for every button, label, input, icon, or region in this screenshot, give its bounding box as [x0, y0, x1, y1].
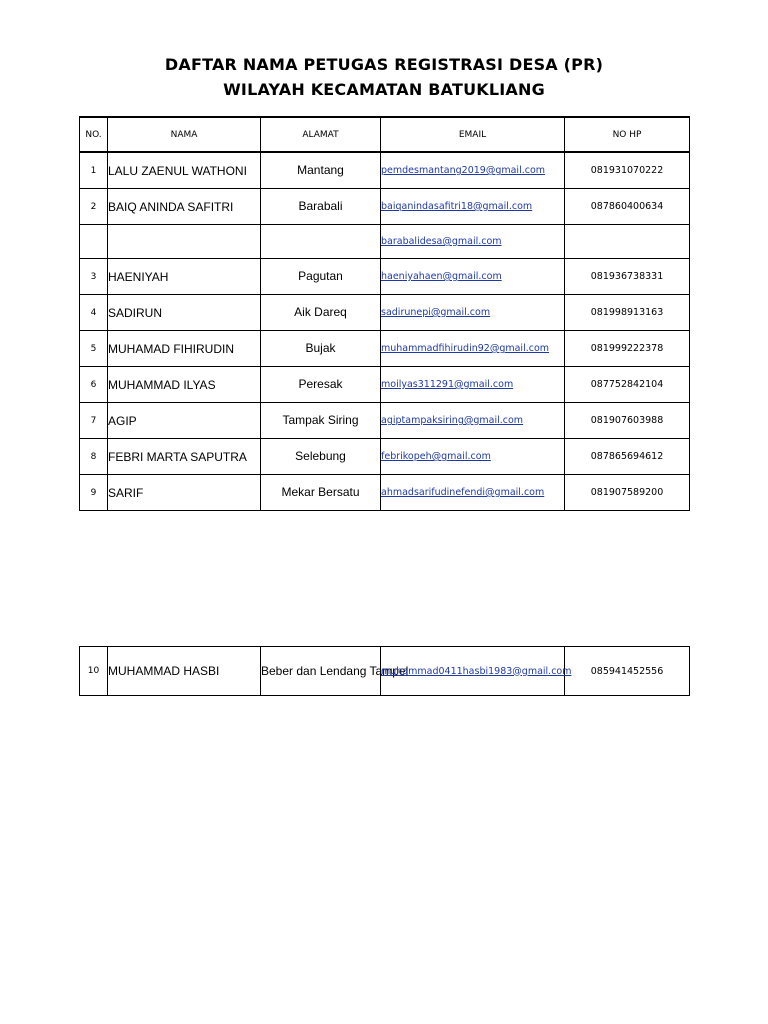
officer-phone: 087860400634 — [565, 189, 690, 225]
officer-email-link[interactable]: ahmadsarifudinefendi@gmail.com — [381, 487, 545, 498]
row-number: 3 — [80, 259, 108, 295]
officer-email-link[interactable]: febrikopeh@gmail.com — [381, 451, 491, 462]
officer-name: FEBRI MARTA SAPUTRA — [108, 439, 261, 475]
officer-email-link[interactable]: pemdesmantang2019@gmail.com — [381, 165, 546, 176]
document-title: DAFTAR NAMA PETUGAS REGISTRASI DESA (PR) — [164, 55, 604, 74]
table-row — [80, 189, 690, 225]
table-row — [80, 295, 690, 331]
officer-email-link[interactable]: agiptampaksiring@gmail.com — [381, 415, 524, 426]
table-row — [80, 225, 690, 259]
officer-name: LALU ZAENUL WATHONI — [108, 152, 261, 189]
officer-address: Pagutan — [261, 259, 381, 295]
officer-address: Barabali — [261, 189, 381, 225]
officer-address — [261, 225, 381, 259]
officer-address: Tampak Siring — [261, 403, 381, 439]
officer-phone — [565, 225, 690, 259]
officer-phone: 081999222378 — [565, 331, 690, 367]
column-header-nama: NAMA — [108, 117, 261, 152]
column-header-alamat: ALAMAT — [261, 117, 381, 152]
officer-phone: 081936738331 — [565, 259, 690, 295]
officer-address: Beber dan Lendang Tampel — [261, 647, 381, 696]
officer-phone: 087752842104 — [565, 367, 690, 403]
row-number: 9 — [80, 475, 108, 511]
row-number — [80, 225, 108, 259]
table-header-row — [80, 117, 690, 152]
row-number: 10 — [80, 647, 108, 696]
additional-officers-table — [79, 646, 690, 696]
officer-address: Mekar Bersatu — [261, 475, 381, 511]
row-number: 1 — [80, 152, 108, 189]
officer-address: Selebung — [261, 439, 381, 475]
officer-address: Peresak — [261, 367, 381, 403]
officer-name: MUHAMMAD ILYAS — [108, 367, 261, 403]
officer-email-link[interactable]: muhammadfihirudin92@gmail.com — [381, 343, 550, 354]
officer-phone: 087865694612 — [565, 439, 690, 475]
officer-phone: 085941452556 — [565, 647, 690, 696]
table-row — [80, 152, 690, 189]
officer-name: SARIF — [108, 475, 261, 511]
row-number: 4 — [80, 295, 108, 331]
officer-phone: 081998913163 — [565, 295, 690, 331]
row-number: 8 — [80, 439, 108, 475]
officer-name: MUHAMAD FIHIRUDIN — [108, 331, 261, 367]
officer-name: BAIQ ANINDA SAFITRI — [108, 189, 261, 225]
officer-address: Aik Dareq — [261, 295, 381, 331]
officer-name — [108, 225, 261, 259]
table-row — [80, 403, 690, 439]
table-row — [80, 439, 690, 475]
officer-email-link[interactable]: haeniyahaen@gmail.com — [381, 271, 502, 282]
row-number: 2 — [80, 189, 108, 225]
officer-phone: 081907603988 — [565, 403, 690, 439]
officer-name: MUHAMMAD HASBI — [108, 647, 261, 696]
officer-phone: 081931070222 — [565, 152, 690, 189]
officer-phone: 081907589200 — [565, 475, 690, 511]
officer-email-link[interactable]: sadirunepi@gmail.com — [381, 307, 491, 318]
officer-address: Bujak — [261, 331, 381, 367]
officer-address: Mantang — [261, 152, 381, 189]
registration-officers-table — [79, 116, 690, 511]
table-row — [80, 331, 690, 367]
officer-name: AGIP — [108, 403, 261, 439]
officer-email-link[interactable]: baiqanindasafitri18@gmail.com — [381, 201, 533, 212]
officer-email-link[interactable]: moilyas311291@gmail.com — [381, 379, 514, 390]
officer-email-link[interactable]: muhammad0411hasbi1983@gmail.com — [381, 665, 572, 677]
officer-name: SADIRUN — [108, 295, 261, 331]
column-header-no-hp: NO HP — [565, 117, 690, 152]
officer-name: HAENIYAH — [108, 259, 261, 295]
column-header-no: NO. — [80, 117, 108, 152]
table-row — [80, 259, 690, 295]
row-number: 7 — [80, 403, 108, 439]
table-row — [80, 475, 690, 511]
row-number: 5 — [80, 331, 108, 367]
column-header-email: EMAIL — [381, 117, 565, 152]
officer-email-link[interactable]: barabalidesa@gmail.com — [381, 236, 502, 247]
table-row — [80, 647, 690, 696]
row-number: 6 — [80, 367, 108, 403]
table-row — [80, 367, 690, 403]
document-subtitle: WILAYAH KECAMATAN BATUKLIANG — [223, 80, 545, 99]
